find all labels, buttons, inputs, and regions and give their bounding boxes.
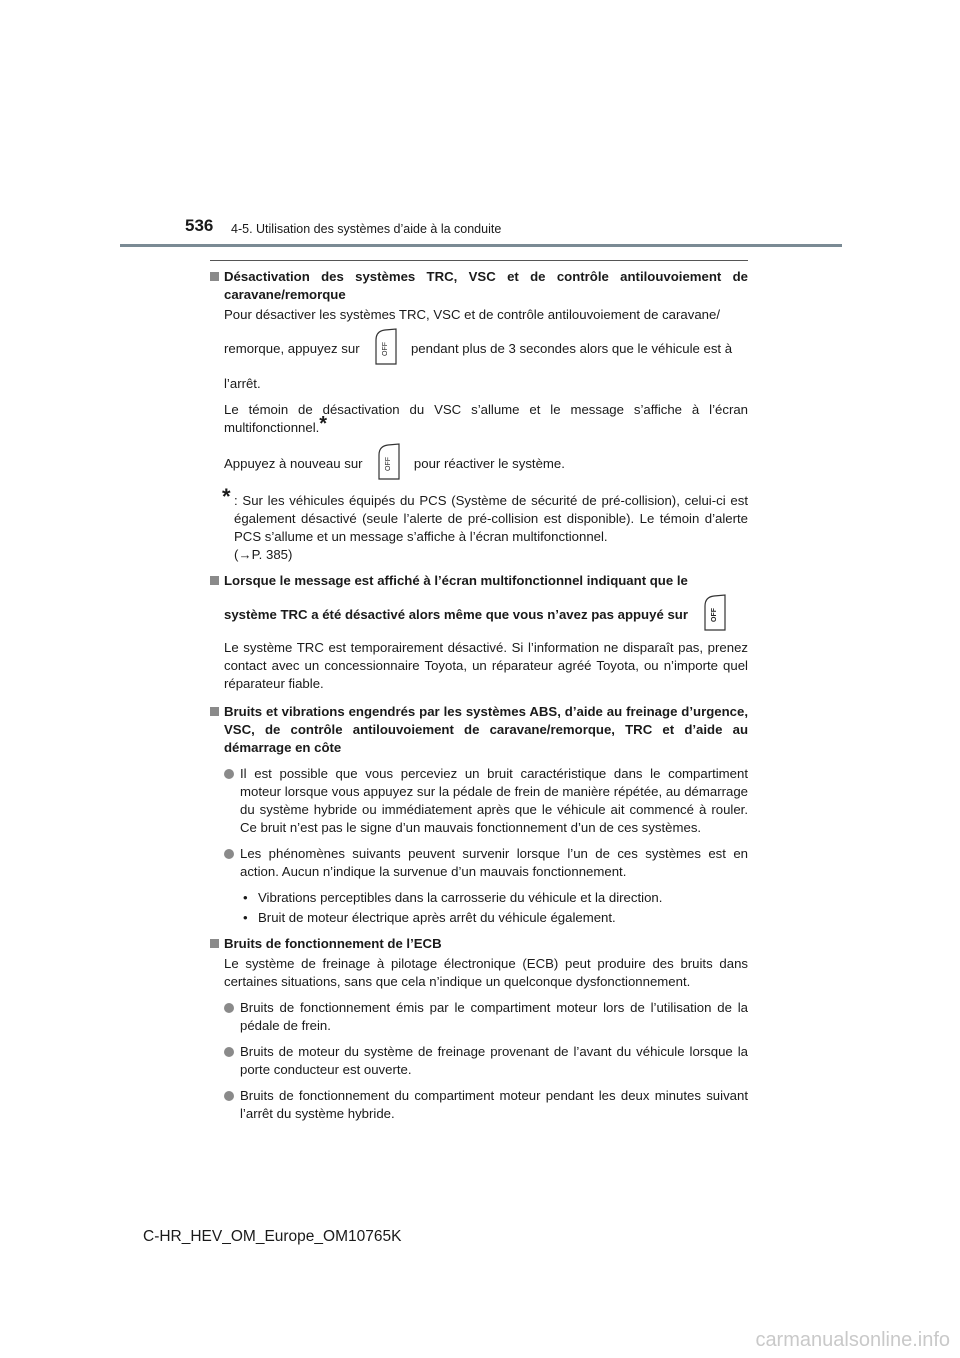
square-bullet-icon	[210, 707, 219, 716]
circle-bullet-icon	[224, 849, 234, 859]
footnote: * : Sur les véhicules équipés du PCS (Système de sécurité de pré-collision), celui-ci est également désactivé (seule l’alerte de pré-collision est disponible). Le témoin d’alerte PCS s’allume et un message s’affiche à l’écran multifonctionnel. (→P. 385)	[222, 484, 748, 562]
document-code: C-HR_HEV_OM_Europe_OM10765K	[143, 1228, 402, 1245]
paragraph: Pour désactiver les systèmes TRC, VSC et de contrôle antilouvoiement de caravane/	[224, 307, 720, 322]
section-rule	[210, 260, 748, 261]
paragraph-with-button: Appuyez à nouveau sur OFF pour réactiver le système.	[210, 443, 748, 486]
list-item: Bruits de fonctionnement émis par le compartiment moteur lors de l’utilisation de la pédale de frein.	[210, 999, 748, 1035]
sub-list-item: • Vibrations perceptibles dans la carrosserie du véhicule et la direction.	[243, 890, 663, 905]
chapter-title: 4-5. Utilisation des systèmes d’aide à la conduite	[231, 222, 502, 236]
watermark: carmanualsonline.info	[755, 1329, 950, 1351]
square-bullet-icon	[210, 272, 219, 281]
list-item: Bruits de fonctionnement du compartiment moteur pendant les deux minutes suivant l’arrêt du système hybride.	[210, 1087, 748, 1123]
square-bullet-icon	[210, 939, 219, 948]
circle-bullet-icon	[224, 1047, 234, 1057]
circle-bullet-icon	[224, 1003, 234, 1013]
paragraph-with-button: remorque, appuyez sur OFF pendant plus de 3 secondes alors que le véhicule est à	[210, 328, 748, 371]
svg-text:OFF: OFF	[385, 457, 393, 471]
small-bullet: •	[243, 890, 248, 905]
section-title-trc-message: Lorsque le message est affiché à l’écran multifonctionnel indiquant que le	[210, 572, 748, 590]
circle-bullet-icon	[224, 769, 234, 779]
list-item: Bruits de moteur du système de freinage provenant de l’avant du véhicule lorsque la porte conducteur est ouverte.	[210, 1043, 748, 1079]
section-title-ecb: Bruits de fonctionnement de l’ECB	[210, 935, 748, 953]
page-number: 536	[185, 216, 214, 235]
vsc-off-button-icon	[374, 443, 402, 486]
section-title-trc-message-line2: système TRC a été désactivé alors même que vous n’avez pas appuyé sur OFF	[210, 594, 748, 637]
asterisk-mark: *	[319, 413, 328, 435]
square-bullet-icon	[210, 576, 219, 585]
small-bullet: •	[243, 910, 248, 925]
section-title-deactivation: Désactivation des systèmes TRC, VSC et de contrôle antilouvoiement de caravane/remorque	[210, 268, 748, 304]
paragraph: Le système TRC est temporairement désactivé. Si l’information ne disparaît pas, prenez contact avec un concessionnaire Toyota, un réparateur agréé Toyota, ou n’importe quel réparateur fiable.	[224, 640, 748, 691]
paragraph: Le système de freinage à pilotage électronique (ECB) peut produire des bruits dans certaines situations, sans que cela n’indique un quelconque dysfonctionnement.	[224, 956, 748, 989]
vsc-off-button-icon	[371, 328, 399, 371]
section-title-noise-vibration: Bruits et vibrations engendrés par les systèmes ABS, d’aide au freinage d’urgence, VSC, de contrôle antilouvoiement de caravane/remorque, TRC et d’aide au démarrage en côte	[210, 703, 748, 757]
list-item: Les phénomènes suivants peuvent survenir lorsque l’un de ces systèmes est en action. Aucun n’indique la survenue d’un mauvais fonctionnement.	[210, 845, 748, 881]
list-item: Il est possible que vous perceviez un bruit caractéristique dans le compartiment moteur lorsque vous appuyez sur la pédale de frein de manière répétée, au démarrage du système hybride ou immédiatement après que le véhicule ait commencé à rouler. Ce bruit n’est pas le signe d’un mauvais fonctionnement d’un de ces systèmes.	[210, 765, 748, 837]
svg-text:OFF: OFF	[710, 608, 718, 622]
asterisk-mark: *	[222, 484, 231, 509]
circle-bullet-icon	[224, 1091, 234, 1101]
sub-list-item: • Bruit de moteur électrique après arrêt du véhicule également.	[243, 910, 616, 925]
main-content	[210, 268, 748, 1123]
header-rule	[120, 244, 842, 247]
svg-text:OFF: OFF	[382, 342, 390, 356]
vsc-off-button-icon	[700, 594, 728, 637]
paragraph: Le témoin de désactivation du VSC s’allume et le message s’affiche à l’écran multifonctionnel.*	[224, 402, 748, 435]
paragraph: l’arrêt.	[224, 376, 261, 391]
